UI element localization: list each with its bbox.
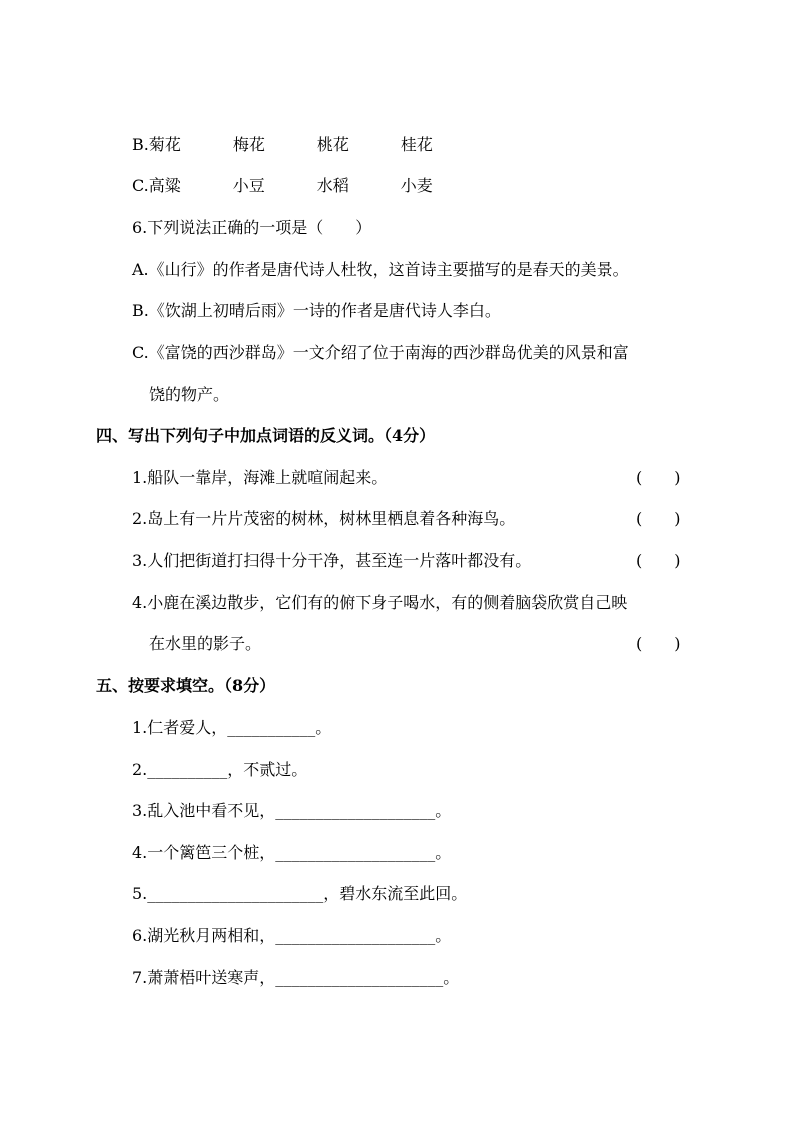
fill-blank-item: 6.湖光秋月两相和，____________________。 <box>132 926 452 945</box>
section-title: 四、写出下列句子中加点词语的反义词。（4分） <box>96 426 436 445</box>
option-a: A.《山行》的作者是唐代诗人杜牧，这首诗主要描写的是春天的美景。 <box>132 260 629 279</box>
fill-blank-item: 5.______________________，碧水东流至此回。 <box>132 884 468 903</box>
answer-paren: ( ) <box>636 551 681 570</box>
option-prefix: C. <box>132 176 149 195</box>
question-stem: 6.下列说法正确的一项是（ ） <box>132 218 372 237</box>
fill-blank-item: 1.仁者爱人，___________。 <box>132 718 332 737</box>
answer-paren: ( ) <box>636 634 681 653</box>
list-item: 1.船队一靠岸，海滩上就喧闹起来。 <box>132 468 388 487</box>
option-item: 小麦 <box>400 176 433 195</box>
option-item: 桂花 <box>400 135 433 154</box>
list-item: 3.人们把街道打扫得十分干净，甚至连一片落叶都没有。 <box>132 551 532 570</box>
option-item: 桃花 <box>316 135 349 154</box>
option-item: 小豆 <box>232 176 265 195</box>
list-item: 4.小鹿在溪边散步，它们有的俯下身子喝水，有的侧着脑袋欣赏自己映 <box>132 593 628 612</box>
list-item-continued: 在水里的影子。 <box>149 634 262 653</box>
section-title: 五、按要求填空。（8分） <box>96 676 276 695</box>
option-c: C.《富饶的西沙群岛》一文介绍了位于南海的西沙群岛优美的风景和富 <box>132 343 629 362</box>
option-item: 菊花 <box>148 135 181 154</box>
answer-paren: ( ) <box>636 509 681 528</box>
answer-paren: ( ) <box>636 468 681 487</box>
list-item: 2.岛上有一片片茂密的树林，树林里栖息着各种海鸟。 <box>132 509 516 528</box>
option-c-continued: 饶的物产。 <box>149 385 230 404</box>
fill-blank-item: 7.萧萧梧叶送寒声，_____________________。 <box>132 968 460 987</box>
option-item: 高粱 <box>148 176 181 195</box>
option-row-c <box>132 175 433 197</box>
option-row-b <box>132 134 433 156</box>
option-b: B.《饮湖上初晴后雨》一诗的作者是唐代诗人李白。 <box>132 301 501 320</box>
option-item: 梅花 <box>232 135 265 154</box>
fill-blank-item: 4.一个篱笆三个桩，____________________。 <box>132 843 452 862</box>
option-prefix: B. <box>132 135 149 154</box>
option-item: 水稻 <box>316 176 349 195</box>
fill-blank-item: 3.乱入池中看不见，____________________。 <box>132 801 452 820</box>
fill-blank-item: 2.__________，不贰过。 <box>132 760 308 779</box>
